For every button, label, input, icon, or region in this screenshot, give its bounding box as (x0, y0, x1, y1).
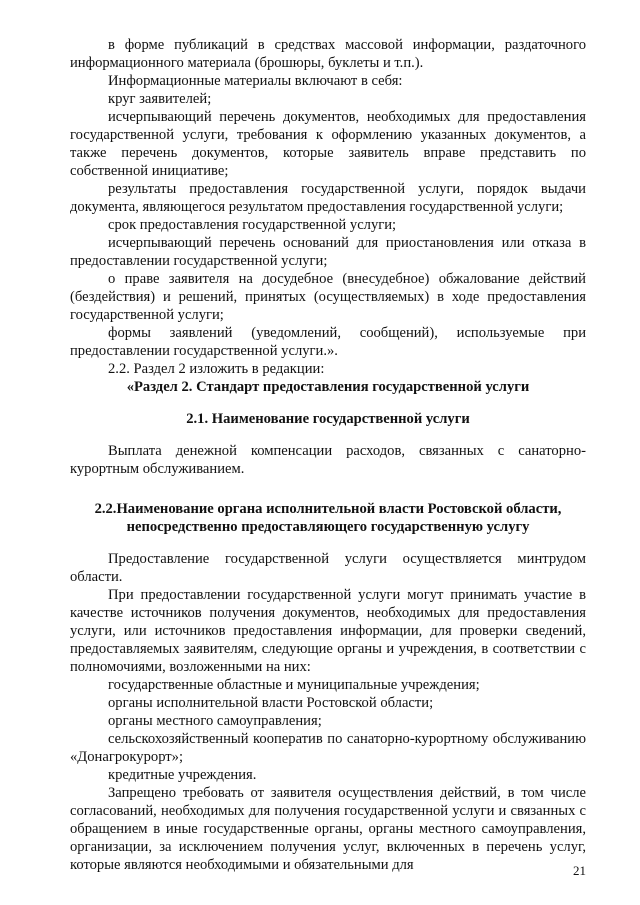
paragraph: Запрещено требовать от заявителя осуществления действий, в том числе согласований, необходимых для получения государственной услуги и связанных с обращением в иные государственные органы, органы местного самоуправления, организации, за исключением получения услуг, включенных в перечень услуг, которые являются необходимыми и обязательными для (70, 785, 586, 873)
list-item: круг заявителей; (108, 91, 212, 107)
list-item: сельскохозяйственный кооператив по санаторно-курортному обслуживанию «Донагрокурорт»; (70, 731, 586, 765)
list-item: срок предоставления государственной услуги; (108, 217, 397, 233)
list-item: органы исполнительной власти Ростовской области; (108, 695, 434, 711)
list-item: исчерпывающий перечень оснований для приостановления или отказа в предоставлении государственной услуги; (70, 235, 586, 269)
paragraph: Предоставление государственной услуги осуществляется минтрудом области. (70, 551, 586, 585)
list-item: формы заявлений (уведомлений, сообщений), используемые при предоставлении государственной услуги.». (70, 325, 586, 359)
list-item: исчерпывающий перечень документов, необходимых для предоставления государственной услуги, требования к оформлению указанных документов, а также перечень документов, которые заявитель вправе представить по собственной инициативе; (70, 109, 586, 179)
list-item: результаты предоставления государственной услуги, порядок выдачи документа, являющегося результатом предоставления государственной услуги; (70, 181, 586, 215)
page-number: 21 (573, 863, 586, 878)
list-item: о праве заявителя на досудебное (внесудебное) обжалование действий (бездействия) и решений, принятых (осуществляемых) в ходе предоставления государственной услуги; (70, 271, 586, 323)
section-heading: «Раздел 2. Стандарт предоставления государственной услуги (126, 379, 530, 395)
subsection-heading: 2.1. Наименование государственной услуги (186, 411, 470, 427)
list-item: органы местного самоуправления; (108, 713, 322, 729)
paragraph: Информационные материалы включают в себя: (108, 73, 403, 89)
paragraph: При предоставлении государственной услуги могут принимать участие в качестве источников получения документов, необходимых для предоставления услуги, или источников предоставления информации, для проверки сведений, предоставляемых заявителям, следующие органы и учреждения, в соответствии с полномочиями, возложенными на них: (70, 587, 586, 675)
paragraph: в форме публикаций в средствах массовой информации, раздаточного информационного материала (брошюры, буклеты и т.п.). (70, 37, 586, 71)
paragraph: 2.2. Раздел 2 изложить в редакции: (108, 361, 325, 377)
paragraph: Выплата денежной компенсации расходов, связанных с санаторно-курортным обслуживанием. (70, 443, 586, 477)
list-item: государственные областные и муниципальные учреждения; (108, 677, 480, 693)
subsection-heading: 2.2.Наименование органа исполнительной власти Ростовской области, непосредственно предоставляющего государственную услугу (94, 501, 562, 535)
list-item: кредитные учреждения. (108, 767, 257, 783)
